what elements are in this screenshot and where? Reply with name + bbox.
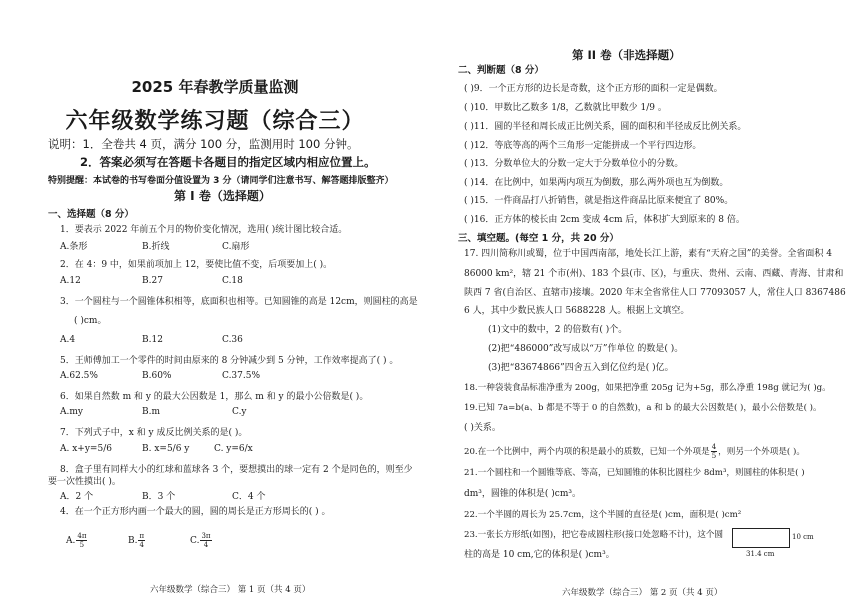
q6-option-a: A.my <box>60 407 83 417</box>
question-21-line-2: dm³，圆锥的体积是( )cm³。 <box>464 489 581 499</box>
q1-option-c: C.扇形 <box>222 242 250 252</box>
question-20: 20.在一个比例中，两个内项的积是最小的质数，已知一个外项是 $\frac{4}{5}$ ，则另一个外项是( )。 <box>464 443 805 460</box>
paper-title: 六年级数学练习题（综合三） <box>65 109 365 134</box>
q8-option-b: B．3 个 <box>142 492 176 502</box>
question-4: 4．在一个正方形内画一个最大的圆，圆的周长是正方形周长的( ) 。 <box>60 507 331 517</box>
q8-option-c: C．4 个 <box>232 492 266 502</box>
q3-option-b: B.12 <box>142 335 163 345</box>
q2-option-b: B.27 <box>142 276 163 286</box>
judge-item-15: ( )15．一件商品打八折销售，就是指这件商品比原来便宜了 80%。 <box>464 196 734 206</box>
q4-option-c: C. $\frac{3\pi}{4}$ <box>190 532 211 549</box>
q8-option-a: A．2 个 <box>60 492 94 502</box>
judge-item-10: ( )10．甲数比乙数多 1/8，乙数就比甲数少 1/9 。 <box>464 103 667 113</box>
question-17-line-1: 17. 四川简称川或蜀，位于中国西南部，地处长江上游，素有“天府之国”的美誉。全省面积 4 <box>464 249 832 259</box>
q5-option-c: C.37.5% <box>222 371 261 381</box>
question-3-line-1: 3．一个圆柱与一个圆锥体积相等，底面积也相等。已知圆锥的高是 12cm，则圆柱的高是 <box>60 297 418 307</box>
q2-option-a: A.12 <box>60 276 81 286</box>
question-17-sub-1: (1)文中的数中，2 的倍数有( )个。 <box>488 325 628 335</box>
q7-option-a: A. x+y=5/6 <box>60 444 112 454</box>
section-choice-title: 一、选择题（8 分） <box>48 209 134 220</box>
q3-option-a: A.4 <box>60 335 76 345</box>
q6-option-b: B.m <box>142 407 161 417</box>
judge-item-16: ( )16．正方体的棱长由 2cm 变成 4cm 后，体积扩大到原来的 8 倍。 <box>464 215 745 225</box>
q5-option-a: A.62.5% <box>60 371 98 381</box>
part-title-2: 第 II 卷（非选择题） <box>572 48 681 62</box>
judge-item-12: ( )12．等底等高的两个三角形一定能拼成一个平行四边形。 <box>464 141 702 151</box>
question-17-line-2: 86000 km²，辖 21 个市(州)、183 个县(市、区)，与重庆、贵州、云南、西藏、青海、甘肃和 <box>464 269 844 279</box>
judge-item-14: ( )14．在比例中，如果两内项互为倒数，那么两外项也互为倒数。 <box>464 178 729 188</box>
q4-option-b: B. $\frac{\pi}{4}$ <box>128 532 145 549</box>
question-23-line-1: 23.一张长方形纸(如图)，把它卷成圆柱形(接口处忽略不计)，这个圆 <box>464 530 724 540</box>
q3-option-c: C.36 <box>222 335 243 345</box>
question-5: 5．王师傅加工一个零件的时间由原来的 8 分钟减少到 5 分钟，工作效率提高了( ) 。 <box>60 356 399 366</box>
question-17-line-4: 6 人，其中少数民族人口 5688228 人。根据上文填空。 <box>464 306 690 316</box>
q1-option-b: B.折线 <box>142 242 170 252</box>
instruction-2: 2．答案必须写在答题卡各题目的指定区域内相应位置上。 <box>80 155 376 169</box>
question-1: 1．要表示 2022 年前五个月的物价变化情况，选用( )统计图比较合适。 <box>60 225 348 235</box>
section-fill-title: 三、填空题。(每空 1 分，共 20 分） <box>458 233 619 244</box>
question-6: 6．如果自然数 m 和 y 的最大公因数是 1，那么 m 和 y 的最小公倍数是( )。 <box>60 392 369 402</box>
question-8-line-1: 8．盒子里有同样大小的红球和蓝球各 3 个，要想摸出的球一定有 2 个是同色的，则至少 <box>60 465 413 475</box>
question-19-line-1: 19.已知 7a=b(a、b 都是不等于 0 的自然数)，a 和 b 的最大公因数是( )，最小公倍数是( )。 <box>464 403 822 413</box>
question-19-line-2: ( )关系。 <box>464 423 501 433</box>
question-22: 22.一个半圆的周长为 25.7cm，这个半圆的直径是( )cm，面积是( )cm² <box>464 510 742 520</box>
question-17-sub-2: (2)把“486000”改写成以“万”作单位 的数是( )。 <box>488 344 684 354</box>
judge-item-9: ( )9．一个正方形的边长是奇数，这个正方形的面积一定是偶数。 <box>464 84 723 94</box>
q1-option-a: A.条形 <box>60 242 88 252</box>
q7-option-c: C. y=6/x <box>214 444 253 454</box>
q5-option-b: B.60% <box>142 371 172 381</box>
question-18: 18.一种袋装食品标准净重为 200g，如果把净重 205g 记为+5g，那么净重 198g 就记为( )g。 <box>464 383 831 393</box>
question-7: 7．下列式子中，x 和 y 成反比例关系的是( )。 <box>60 428 248 438</box>
part-title-1: 第 I 卷（选择题） <box>174 189 271 203</box>
q4-option-a: A. $\frac{4\pi}{5}$ <box>66 532 87 549</box>
question-21-line-1: 21.一个圆柱和一个圆锥等底、等高，已知圆锥的体积比圆柱少 8dm³，则圆柱的体积是( ) <box>464 468 805 478</box>
special-note: 特别提醒：本试卷的书写卷面分值设置为 3 分（请同学们注意书写、解答题排版整齐） <box>48 176 394 186</box>
page-footer-2: 六年级数学（综合三） 第 2 页（共 4 页） <box>562 588 723 598</box>
page-footer-1: 六年级数学（综合三） 第 1 页（共 4 页） <box>150 585 311 595</box>
instruction-1: 说明：1．全卷共 4 页，满分 100 分，监测用时 100 分钟。 <box>48 137 359 151</box>
question-17-sub-3: (3)把“83674866”四舍五入到亿位约是( )亿。 <box>488 363 674 373</box>
q2-option-c: C.18 <box>222 276 243 286</box>
question-17-line-3: 陕西 7 省(自治区、直辖市)接壤。2020 年末全省常住人口 77093057 人，常住人口 8367486 <box>464 288 846 298</box>
figure-height-label: 10 cm <box>792 533 814 541</box>
q6-option-c: C.y <box>232 407 247 417</box>
q7-option-b: B. x=5/6 y <box>142 444 190 454</box>
figure-width-label: 31.4 cm <box>746 550 775 558</box>
rectangle-paper-figure <box>732 528 790 548</box>
question-3-line-2: ( )cm。 <box>74 316 107 326</box>
section-judge-title: 二、判断题（8 分） <box>458 65 544 76</box>
judge-item-13: ( )13．分数单位大的分数一定大于分数单位小的分数。 <box>464 159 684 169</box>
exam-title: 2025 年春教学质量监测 <box>131 78 299 96</box>
judge-item-11: ( )11．圆的半径和周长成正比例关系，圆的面积和半径成反比例关系。 <box>464 122 747 132</box>
question-2: 2．在 4：9 中，如果前项加上 12，要使比值不变，后项要加上( )。 <box>60 260 333 270</box>
question-8-line-2: 要一次性摸出( )。 <box>48 477 121 487</box>
right-page <box>430 0 860 608</box>
question-23-line-2: 柱的高是 10 cm,它的体积是( )cm³。 <box>464 550 615 560</box>
